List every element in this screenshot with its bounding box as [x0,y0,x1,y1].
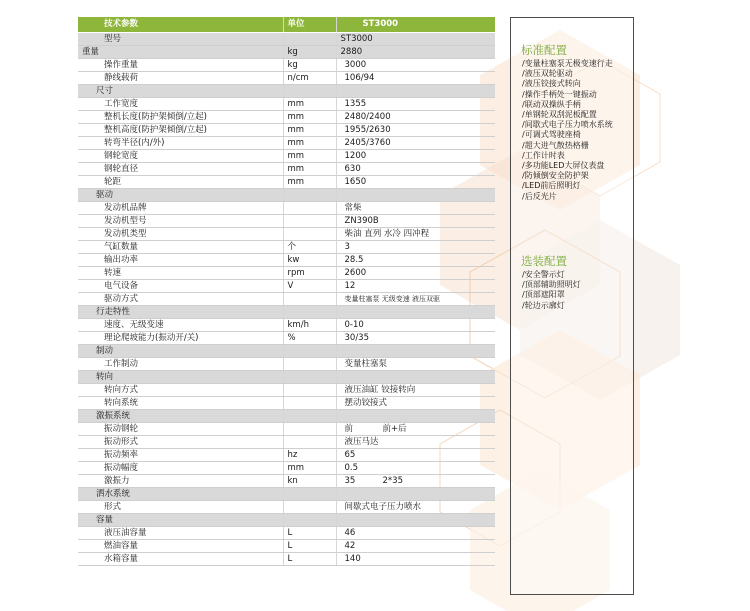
section-value-cell [336,370,495,383]
section-title: 行走特性 [78,305,283,318]
param-name: 振动幅度 [78,461,283,474]
config-item: /变量柱塞泵无极变速行走 [522,59,613,68]
optional-config-title: 选装配置 [521,254,567,268]
table-row [78,279,495,292]
table-row [78,474,495,487]
param-name: 钢轮宽度 [78,149,283,162]
param-name: 操作重量 [78,58,283,71]
section-value-cell [336,513,495,526]
table-header-row [78,17,495,32]
standard-config-list [522,59,613,202]
model-label: 型号 [78,32,283,45]
param-name: 驱动方式 [78,292,283,305]
param-unit: mm [283,149,336,162]
param-value: 630 [336,162,495,175]
config-item: /可调式驾驶座椅 [522,130,581,140]
param-unit: L [283,539,336,552]
param-value: 140 [336,552,495,565]
table-row [78,318,495,331]
param-value: 1355 [336,97,495,110]
config-item: /单钢轮双刮泥板配置 [522,110,597,120]
table-row [78,240,495,253]
standard-config-title: 标准配置 [521,43,567,57]
param-unit: % [283,331,336,344]
section-row [78,84,495,97]
param-value: 2600 [336,266,495,279]
param-unit: kn [283,474,336,487]
section-row [78,188,495,201]
param-unit [283,383,336,396]
config-item: /顶部辅助照明灯 [522,280,581,290]
table-row [78,422,495,435]
param-name: 振动形式 [78,435,283,448]
table-row [78,357,495,370]
param-name: 速度、无级变速 [78,318,283,331]
table-row [78,149,495,162]
section-value-cell [336,188,495,201]
table-row [78,526,495,539]
table-row [78,123,495,136]
param-value-primary: 前 [344,423,354,434]
param-name: 电气设备 [78,279,283,292]
config-item: /防倾倒安全防护架 [522,171,589,181]
param-value: 2880 [336,45,495,58]
param-value: 变量柱塞泵 无级变速 液压双驱 [336,292,495,305]
section-row [78,487,495,500]
header-unit: 单位 [283,17,336,32]
section-unit-cell [283,487,336,500]
param-value: 30/35 [336,331,495,344]
config-item: /液压铰接式转向 [522,79,581,89]
param-unit [283,396,336,409]
section-title: 洒水系统 [78,487,283,500]
table-row [78,136,495,149]
config-item: /多功能LED大屏仪表盘 [522,161,605,171]
table-row [78,539,495,552]
table-row [78,266,495,279]
section-title: 尺寸 [78,84,283,97]
param-unit: 个 [283,240,336,253]
param-name: 整机高度(防护架倾倒/立起) [78,123,283,136]
config-item: /联动双操纵手柄 [522,99,581,109]
param-value: 液压马达 [336,435,495,448]
param-unit: hz [283,448,336,461]
table-row [78,175,495,188]
param-unit [283,357,336,370]
param-value: 0-10 [336,318,495,331]
param-name: 气缸数量 [78,240,283,253]
section-unit-cell [283,513,336,526]
section-title: 容量 [78,513,283,526]
param-unit: mm [283,175,336,188]
param-unit: kg [283,58,336,71]
table-row [78,253,495,266]
param-value: 2405/3760 [336,136,495,149]
section-unit-cell [283,84,336,97]
model-row [78,32,495,45]
config-item: /顶部遮阳罩 [522,290,565,300]
param-value: ZN390B [336,214,495,227]
param-unit: mm [283,97,336,110]
param-value-secondary: 前+后 [382,423,407,434]
param-name: 形式 [78,500,283,513]
param-name: 工作制动 [78,357,283,370]
param-name: 轮距 [78,175,283,188]
param-name: 发动机品牌 [78,201,283,214]
table-row [78,383,495,396]
table-row [78,292,495,305]
param-value: 106/94 [336,71,495,84]
param-value: 65 [336,448,495,461]
param-unit: mm [283,136,336,149]
section-value-cell [336,409,495,422]
param-value: 1650 [336,175,495,188]
section-unit-cell [283,409,336,422]
param-name: 发动机类型 [78,227,283,240]
param-value [336,474,495,487]
param-unit: n/cm [283,71,336,84]
param-name: 激振力 [78,474,283,487]
param-value: 12 [336,279,495,292]
section-title: 激振系统 [78,409,283,422]
section-title: 驱动 [78,188,283,201]
param-value-primary: 35 [344,475,356,486]
param-name: 转速 [78,266,283,279]
param-unit [283,214,336,227]
param-value: 变量柱塞泵 [336,357,495,370]
table-row [78,58,495,71]
table-row [78,227,495,240]
param-unit: kw [283,253,336,266]
section-row [78,344,495,357]
param-value: 28.5 [336,253,495,266]
param-value: 42 [336,539,495,552]
section-value-cell [336,305,495,318]
param-value: 46 [336,526,495,539]
table-row [78,396,495,409]
section-title: 转向 [78,370,283,383]
param-value-secondary: 2*35 [382,475,403,486]
model-unit [283,32,336,45]
config-item: /工作计时表 [522,150,565,160]
param-value: 液压油缸 铰接转向 [336,383,495,396]
spec-table [78,17,495,566]
param-unit [283,227,336,240]
param-unit: mm [283,110,336,123]
config-item: /液压双轮驱动 [522,69,573,79]
param-name: 输出功率 [78,253,283,266]
param-value: 间歇式电子压力喷水 [336,500,495,513]
section-unit-cell [283,305,336,318]
param-name: 振动频率 [78,448,283,461]
section-value-cell [336,84,495,97]
param-value: 摆动铰接式 [336,396,495,409]
section-unit-cell [283,344,336,357]
param-name: 液压油容量 [78,526,283,539]
param-value: 1200 [336,149,495,162]
section-unit-cell [283,370,336,383]
param-unit [283,500,336,513]
table-row [78,45,495,58]
config-item: /超大进气散热格栅 [522,140,589,150]
section-row [78,305,495,318]
param-unit [283,201,336,214]
table-row [78,162,495,175]
param-name: 水箱容量 [78,552,283,565]
param-name: 理论爬坡能力(振动开/关) [78,331,283,344]
table-row [78,500,495,513]
param-unit: V [283,279,336,292]
param-name: 转弯半径(内/外) [78,136,283,149]
param-name: 整机长度(防护架倾倒/立起) [78,110,283,123]
param-value: 1955/2630 [336,123,495,136]
section-row [78,409,495,422]
table-row [78,552,495,565]
param-unit: mm [283,162,336,175]
config-item: /LED前后照明灯 [522,181,581,191]
param-name: 燃油容量 [78,539,283,552]
param-unit [283,435,336,448]
param-name: 静线载荷 [78,71,283,84]
param-unit: kg [283,45,336,58]
table-row [78,71,495,84]
param-name: 钢轮直径 [78,162,283,175]
table-row [78,331,495,344]
param-unit: L [283,552,336,565]
config-item: /操作手柄处一键振动 [522,89,597,99]
optional-config-list [522,270,581,311]
config-item: /轮边示廓灯 [522,300,565,310]
table-row [78,110,495,123]
param-name: 重量 [78,45,283,58]
param-unit: km/h [283,318,336,331]
table-row [78,435,495,448]
param-unit: mm [283,461,336,474]
param-name: 发动机型号 [78,214,283,227]
table-row [78,97,495,110]
param-value: 0.5 [336,461,495,474]
param-unit: rpm [283,266,336,279]
table-row [78,214,495,227]
param-name: 振动钢轮 [78,422,283,435]
config-item: /后反光片 [522,191,557,201]
param-value: 2480/2400 [336,110,495,123]
param-value: 柴油 直列 水冷 四冲程 [336,227,495,240]
table-row [78,201,495,214]
section-value-cell [336,344,495,357]
model-value: ST3000 [336,32,495,45]
param-value: 3 [336,240,495,253]
section-unit-cell [283,188,336,201]
table-row [78,448,495,461]
param-value: 常柴 [336,201,495,214]
param-name: 工作宽度 [78,97,283,110]
config-item: /安全警示灯 [522,270,565,279]
param-unit [283,292,336,305]
param-unit: mm [283,123,336,136]
param-name: 转向系统 [78,396,283,409]
header-model: ST3000 [336,17,495,32]
param-unit: L [283,526,336,539]
header-param: 技术参数 [78,17,283,32]
section-value-cell [336,487,495,500]
table-row [78,461,495,474]
section-row [78,370,495,383]
config-panel [510,17,634,595]
param-value: 3000 [336,58,495,71]
config-item: /间歇式电子压力喷水系统 [522,120,613,130]
param-value [336,422,495,435]
param-name: 转向方式 [78,383,283,396]
param-unit [283,422,336,435]
section-title: 制动 [78,344,283,357]
section-row [78,513,495,526]
